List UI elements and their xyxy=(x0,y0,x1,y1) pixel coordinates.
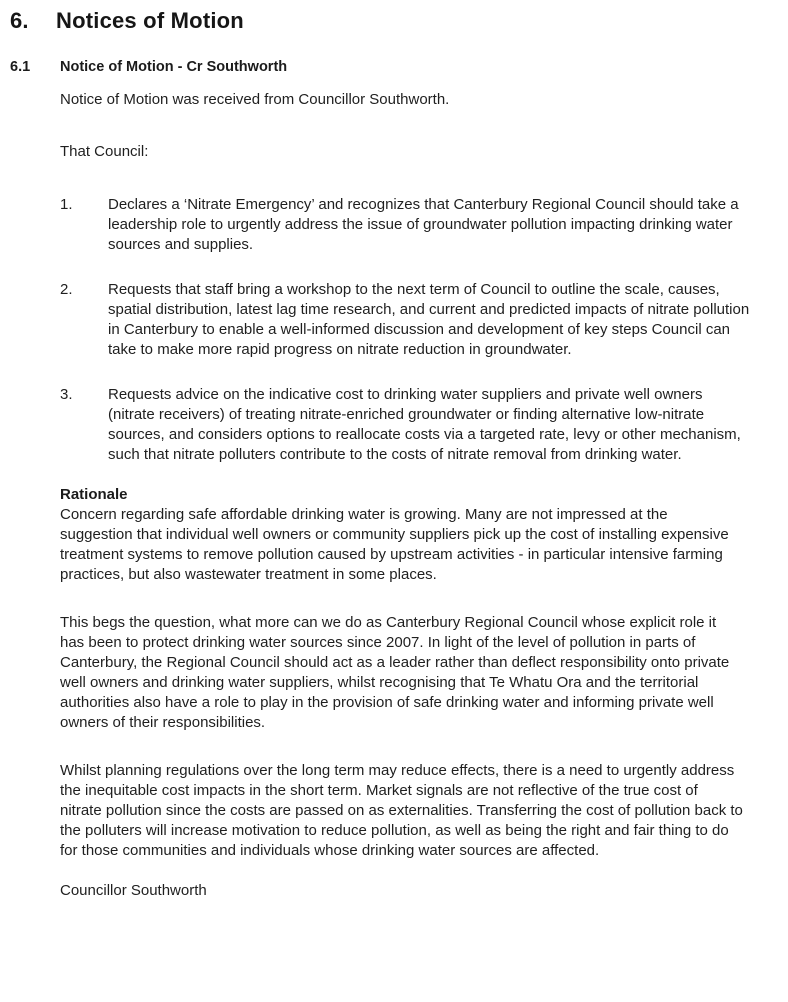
motion-item-number: 2. xyxy=(60,281,73,298)
motion-item-2 xyxy=(60,280,760,360)
intro-paragraph: Notice of Motion was received from Councillor Southworth. xyxy=(60,91,450,108)
motion-item-text: Declares a ‘Nitrate Emergency’ and recognizes that Canterbury Regional Council should take a leadership role to urgently address the issue of groundwater pollution impacting drinking water sources and supplies. xyxy=(108,196,739,253)
motion-item-text: Requests advice on the indicative cost to drinking water suppliers and private well owners (nitrate receivers) of treating nitrate-enriched groundwater or finding alternative low-nitrate sources, and considers options to reallocate costs via a targeted rate, levy or other mechanism, such that nitrate polluters contribute to the costs of nitrate removal from drinking water. xyxy=(108,386,741,463)
motion-item-3 xyxy=(60,385,760,465)
motion-lead: That Council: xyxy=(60,143,149,160)
motion-list xyxy=(60,195,760,465)
subsection-number: 6.1 xyxy=(10,59,31,75)
motion-item-1 xyxy=(60,195,760,255)
section-title: Notices of Motion xyxy=(56,8,244,33)
subsection-heading xyxy=(10,58,760,76)
motion-item-text: Requests that staff bring a workshop to the next term of Council to outline the scale, causes, spatial distribution, latest lag time research, and current and predicted impacts of nitrate pollution in Canterbury to enable a well-informed discussion and development of key steps Council can take to make more rapid progress on nitrate reduction in groundwater. xyxy=(108,281,750,358)
signature-line: Councillor Southworth xyxy=(60,882,207,899)
rationale-paragraph-2: This begs the question, what more can we do as Canterbury Regional Council whose explicit role it has been to protect drinking water sources since 2007. In light of the level of pollution in parts of Canterbury, the Regional Council should act as a leader rather than deflect responsibility onto private well owners and drinking water suppliers, whilst recognising that Te Whatu Ora and the territorial authorities also have a role to play in the provision of safe drinking water and informing private well owners of their responsibilities. xyxy=(60,614,730,731)
rationale-heading: Rationale xyxy=(60,486,128,503)
motion-item-number: 3. xyxy=(60,386,73,403)
section-number: 6. xyxy=(10,8,29,33)
rationale-paragraph-3: Whilst planning regulations over the long term may reduce effects, there is a need to urgently address the inequitable cost impacts in the short term. Market signals are not reflective of the true cost of nitrate pollution since the costs are passed on as externalities. Transferring the cost of pollution back to the polluters will increase motivation to reduce pollution, as well as being the right and fair thing to do for those communities and individuals whose drinking water sources are affected. xyxy=(60,762,743,859)
section-heading xyxy=(10,8,760,34)
subsection-title: Notice of Motion - Cr Southworth xyxy=(60,59,288,75)
rationale-paragraph-1: Concern regarding safe affordable drinking water is growing. Many are not impressed at the suggestion that individual well owners or community suppliers pick up the cost of installing expensive treatment systems to remove pollution caused by upstream activities - in particular intensive farming practices, but also wastewater treatment in some places. xyxy=(60,506,729,583)
motion-item-number: 1. xyxy=(60,196,73,213)
